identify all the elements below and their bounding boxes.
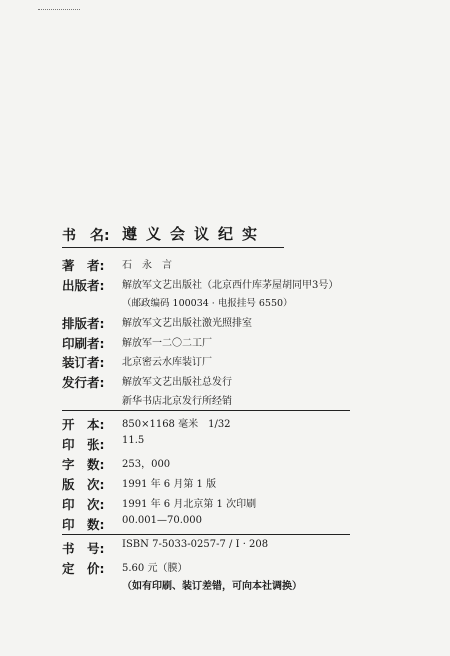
format-value: 850×1168 毫米 1/32	[122, 419, 231, 430]
distributor-row	[62, 372, 232, 391]
publisher-value: 解放军文艺出版社（北京西什库茅屋胡同甲3号）	[122, 280, 339, 291]
author-label: 著 者:	[62, 258, 105, 273]
binder-label: 装订者:	[62, 355, 105, 370]
printer-value: 解放军一二〇二工厂	[122, 338, 212, 349]
printing-row	[62, 494, 257, 513]
sheets-label: 印 张:	[62, 437, 105, 452]
error-return-notice: （如有印刷、装订差错，可向本社调换）	[122, 581, 302, 592]
page-corner-mark	[38, 9, 80, 11]
print-run-label: 印 数:	[62, 517, 105, 532]
divider-line	[62, 534, 350, 535]
format-row	[62, 414, 231, 433]
publisher-label: 出版者:	[62, 278, 105, 293]
book-title: 遵义会议纪实	[122, 225, 267, 243]
printer-label: 印刷者:	[62, 336, 105, 351]
title-row	[62, 225, 267, 245]
isbn-value: ISBN 7-5033-0257-7 / I · 208	[122, 539, 269, 550]
edition-row	[62, 474, 217, 493]
distributor-label: 发行者:	[62, 375, 105, 390]
typesetter-row	[62, 313, 252, 332]
edition-value: 1991 年 6 月第 1 版	[122, 479, 217, 490]
words-row	[62, 454, 171, 473]
distributor-value: 解放军文艺出版社总发行	[122, 377, 232, 388]
printing-label: 印 次:	[62, 497, 105, 512]
isbn-row	[62, 538, 269, 557]
edition-label: 版 次:	[62, 477, 105, 492]
distributor-value-2: 新华书店北京发行所经销	[122, 396, 232, 407]
sheets-value: 11.5	[122, 435, 145, 446]
words-label: 字 数:	[62, 457, 105, 472]
printer-row	[62, 333, 212, 352]
typesetter-label: 排版者:	[62, 316, 105, 331]
typesetter-value: 解放军文艺出版社激光照排室	[122, 318, 252, 329]
print-run-value: 00.001—70.000	[122, 515, 202, 526]
printing-value: 1991 年 6 月北京第 1 次印刷	[122, 499, 257, 510]
binder-row	[62, 352, 212, 371]
price-value: 5.60 元（膜）	[122, 563, 188, 574]
binder-value: 北京密云水库装订厂	[122, 357, 212, 368]
print-run-row	[62, 514, 202, 533]
price-row	[62, 558, 188, 577]
publisher-row	[62, 275, 339, 294]
title-label: 书 名:	[62, 228, 110, 244]
format-label: 开 本:	[62, 417, 105, 432]
isbn-label: 书 号:	[62, 541, 105, 556]
divider-line	[62, 410, 350, 411]
author-value: 石 永 言	[122, 260, 172, 271]
divider-line	[62, 247, 284, 248]
words-value: 253，000	[122, 459, 171, 470]
sheets-row	[62, 434, 145, 453]
price-label: 定 价:	[62, 561, 105, 576]
publisher-postal: （邮政编码 100034 · 电报挂号 6550）	[122, 298, 293, 309]
author-row	[62, 255, 172, 274]
